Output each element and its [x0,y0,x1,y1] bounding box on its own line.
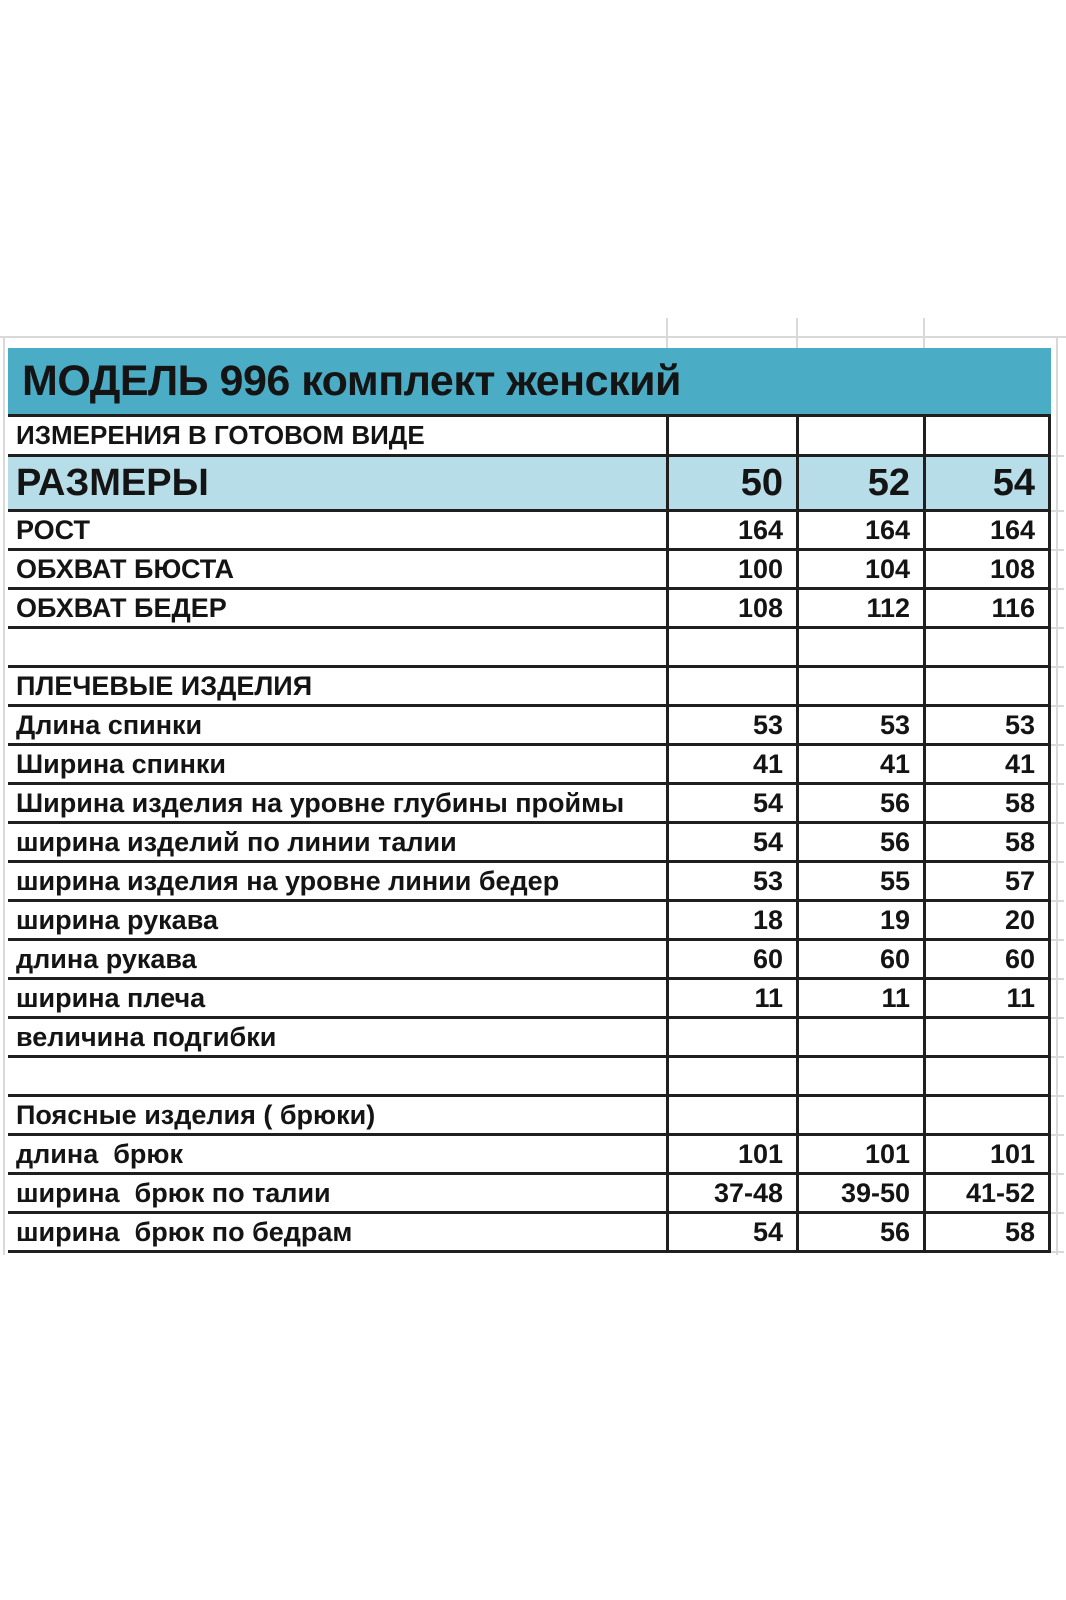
value-cell: 56 [796,785,923,821]
gridline-tick [1051,455,1064,457]
table-row [8,863,1051,902]
value-cell [666,629,796,665]
value-cell: 58 [923,785,1051,821]
value-cell: 39-50 [796,1175,923,1211]
gridline-column-3 [923,318,925,348]
table-row-empty [8,629,1051,668]
value-cell [923,629,1051,665]
value-cell: 116 [923,590,1051,626]
value-cell: 58 [923,1214,1051,1250]
value-cell: 53 [666,707,796,743]
value-cell: 164 [923,512,1051,548]
value-cell: 18 [666,902,796,938]
table-row [8,941,1051,980]
value-cell: 55 [796,863,923,899]
table-row [8,1175,1051,1214]
row-label: величина подгибки [16,1021,277,1052]
value-cell: 108 [666,590,796,626]
section-label: ПЛЕЧЕВЫЕ ИЗДЕЛИЯ [16,670,313,701]
table-row [8,824,1051,863]
size-52-header: 52 [796,457,923,509]
table-row [8,590,1051,629]
section-header-row [8,668,1051,707]
row-label: Ширина изделия на уровне глубины проймы [16,787,625,818]
value-cell: 108 [923,551,1051,587]
value-cell [796,417,923,454]
value-cell: 11 [923,980,1051,1016]
gridline-column-1 [666,318,668,348]
table-row [8,980,1051,1019]
value-cell: 57 [923,863,1051,899]
value-cell [666,1097,796,1133]
table-row [8,902,1051,941]
value-cell [923,1097,1051,1133]
row-label [8,629,666,665]
table-title-row [8,348,1051,417]
row-label: Ширина спинки [16,748,226,779]
value-cell [796,629,923,665]
row-label [8,1058,666,1094]
value-cell [923,1019,1051,1055]
value-cell [666,1019,796,1055]
row-label: длина рукава [16,943,197,974]
value-cell [796,1019,923,1055]
value-cell: 58 [923,824,1051,860]
size-54-header: 54 [923,457,1051,509]
value-cell [666,1058,796,1094]
value-cell: 41-52 [923,1175,1051,1211]
table-row [8,551,1051,590]
value-cell: 101 [796,1136,923,1172]
gridline-row-ticks [1051,512,1064,1253]
value-cell: 37-48 [666,1175,796,1211]
row-label: ширина изделия на уровне линии бедер [16,865,560,896]
value-cell: 11 [666,980,796,1016]
value-cell [666,668,796,704]
table-row [8,1136,1051,1175]
row-label: РОСТ [16,514,90,545]
section-header-row [8,1097,1051,1136]
value-cell: 164 [796,512,923,548]
value-cell: 112 [796,590,923,626]
value-cell: 60 [923,941,1051,977]
value-cell: 41 [666,746,796,782]
value-cell [923,668,1051,704]
gridline-vertical-left [3,336,5,1255]
table-row [8,512,1051,551]
value-cell: 56 [796,1214,923,1250]
row-label: Длина спинки [16,709,203,740]
table-row-empty [8,1058,1051,1097]
row-label: ширина брюк по бедрам [16,1216,353,1247]
gridline-column-2 [796,318,798,348]
value-cell: 20 [923,902,1051,938]
row-label: ОБХВАТ БЕДЕР [16,592,227,623]
value-cell: 53 [666,863,796,899]
value-cell: 60 [666,941,796,977]
row-label: ширина рукава [16,904,218,935]
table-row [8,1019,1051,1058]
value-cell: 56 [796,824,923,860]
row-label: ширина изделий по линии талии [16,826,457,857]
value-cell: 101 [666,1136,796,1172]
table-row [8,1214,1051,1253]
value-cell [796,1097,923,1133]
value-cell [796,668,923,704]
value-cell: 60 [796,941,923,977]
value-cell [796,1058,923,1094]
value-cell: 54 [666,785,796,821]
table-row [8,746,1051,785]
value-cell: 54 [666,824,796,860]
row-label: ширина брюк по талии [16,1177,331,1208]
value-cell: 53 [796,707,923,743]
section-label: Поясные изделия ( брюки) [16,1099,376,1130]
table-row [8,707,1051,746]
value-cell: 19 [796,902,923,938]
value-cell: 101 [923,1136,1051,1172]
size-chart-table [8,348,1051,1253]
value-cell: 53 [923,707,1051,743]
value-cell: 104 [796,551,923,587]
value-cell: 164 [666,512,796,548]
table-title: МОДЕЛЬ 996 комплект женский [22,356,681,405]
value-cell: 100 [666,551,796,587]
value-cell: 11 [796,980,923,1016]
table-subtitle: ИЗМЕРЕНИЯ В ГОТОВОМ ВИДЕ [16,420,425,450]
table-subtitle-row [8,417,1051,457]
sizes-label: РАЗМЕРЫ [16,461,209,504]
value-cell: 54 [666,1214,796,1250]
size-50-header: 50 [666,457,796,509]
value-cell [923,417,1051,454]
gridline-horizontal-top [0,336,1066,338]
value-cell [923,1058,1051,1094]
value-cell: 41 [923,746,1051,782]
table-row [8,785,1051,824]
value-cell [666,417,796,454]
sizes-header-row [8,457,1051,512]
row-label: длина брюк [16,1138,183,1169]
row-label: ОБХВАТ БЮСТА [16,553,235,584]
row-label: ширина плеча [16,982,206,1013]
value-cell: 41 [796,746,923,782]
